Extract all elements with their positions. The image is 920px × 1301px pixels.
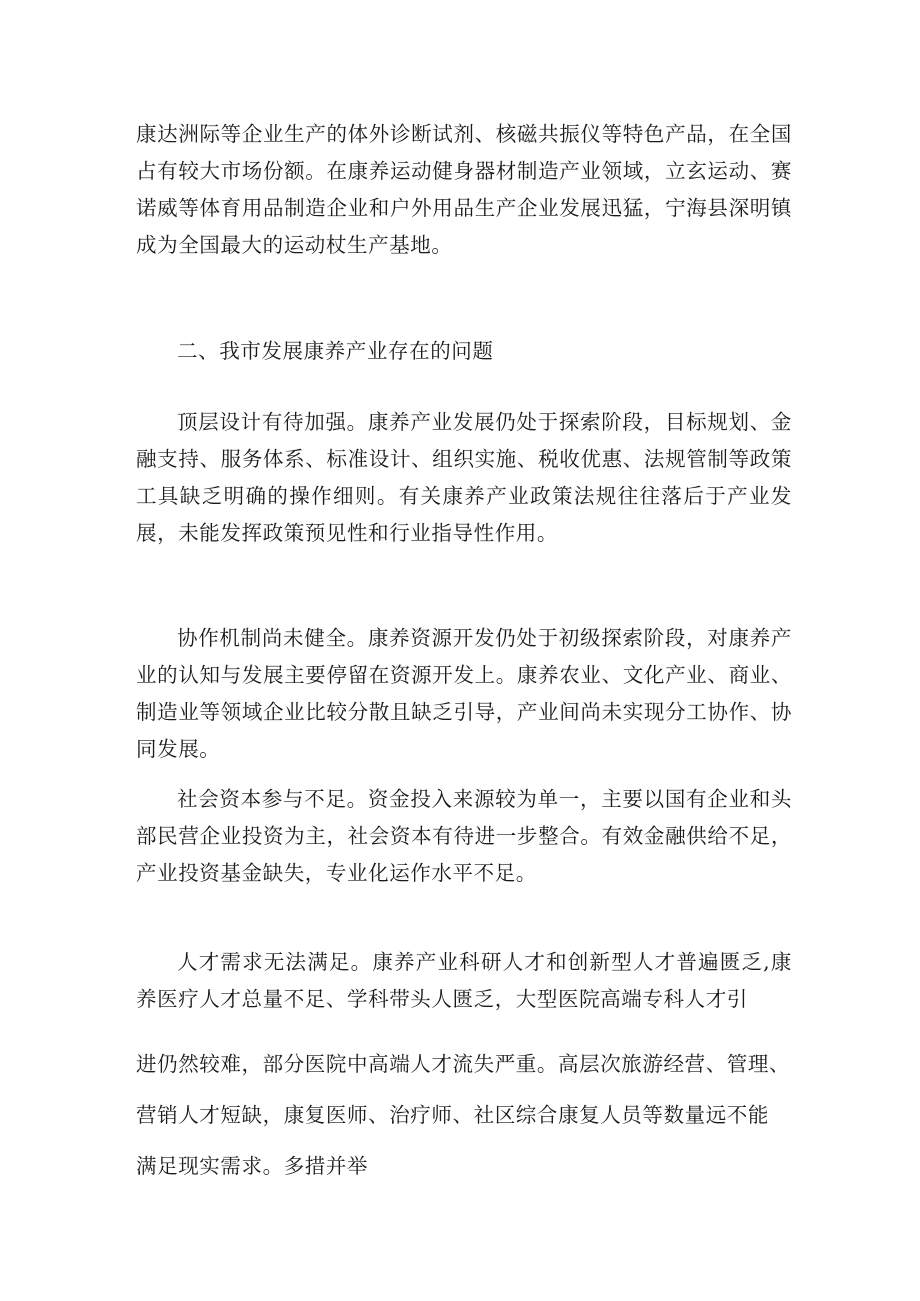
paragraph-body: 康养产业发展仍处于探索阶段，目标规划、金融支持、服务体系、标准设计、组织实施、税收优惠、法规管制等政策工具缺乏明确的操作细则。有关康养产业政策法规往往落后于产业发展，未能发挥政策预见性和行业指导性作用。 [136, 410, 793, 545]
paragraph-body: 康养资源开发仍处于初级探索阶段，对康养产业的认知与发展主要停留在资源开发上。康养农业、文化产业、商业、制造业等领域企业比较分散且缺乏引导，产业间尚未实现分工协作、协同发展。 [136, 626, 793, 761]
paragraph-body: 资金投入来源较为单一，主要以国有企业和头部民营企业投资为主，社会资本有待进一步整合。有效金融供给不足，产业投资基金缺失，专业化运作水平不足。 [136, 787, 793, 885]
paragraph-lead: 顶层设计有待加强。 [177, 410, 368, 434]
paragraph-body: 康养产业科研人才和创新型人才普遍匮乏,康养医疗人才总量不足、学科带头人匮乏，大型医院高端专科人才引 [136, 950, 792, 1011]
paragraph-talent [136, 944, 792, 1018]
talent-line-2: 营销人才短缺，康复医师、治疗师、社区综合康复人员等数量远不能 [136, 1103, 769, 1127]
paragraph-lead: 协作机制尚未健全。 [177, 626, 368, 650]
paragraph-coordination [136, 620, 792, 768]
talent-line-1: 进仍然较难，部分医院中高端人才流失严重。高层次旅游经营、管理、 [136, 1052, 791, 1076]
paragraph-lead: 社会资本参与不足。 [177, 787, 368, 811]
paragraph-top-level-design [136, 404, 792, 552]
paragraph-social-capital [136, 781, 792, 892]
intro-paragraph: 康达洲际等企业生产的体外诊断试剂、核磁共振仪等特色产品，在全国占有较大市场份额。在康养运动健身器材制造产业领域，立玄运动、赛诺威等体育用品制造企业和户外用品生产企业发展迅猛，宁海县深明镇成为全国最大的运动杖生产基地。 [136, 122, 792, 257]
section-heading: 二、我市发展康养产业存在的问题 [177, 339, 494, 363]
paragraph-lead: 人才需求无法满足。 [177, 950, 373, 974]
talent-line-3: 满足现实需求。多措并举 [136, 1154, 369, 1178]
